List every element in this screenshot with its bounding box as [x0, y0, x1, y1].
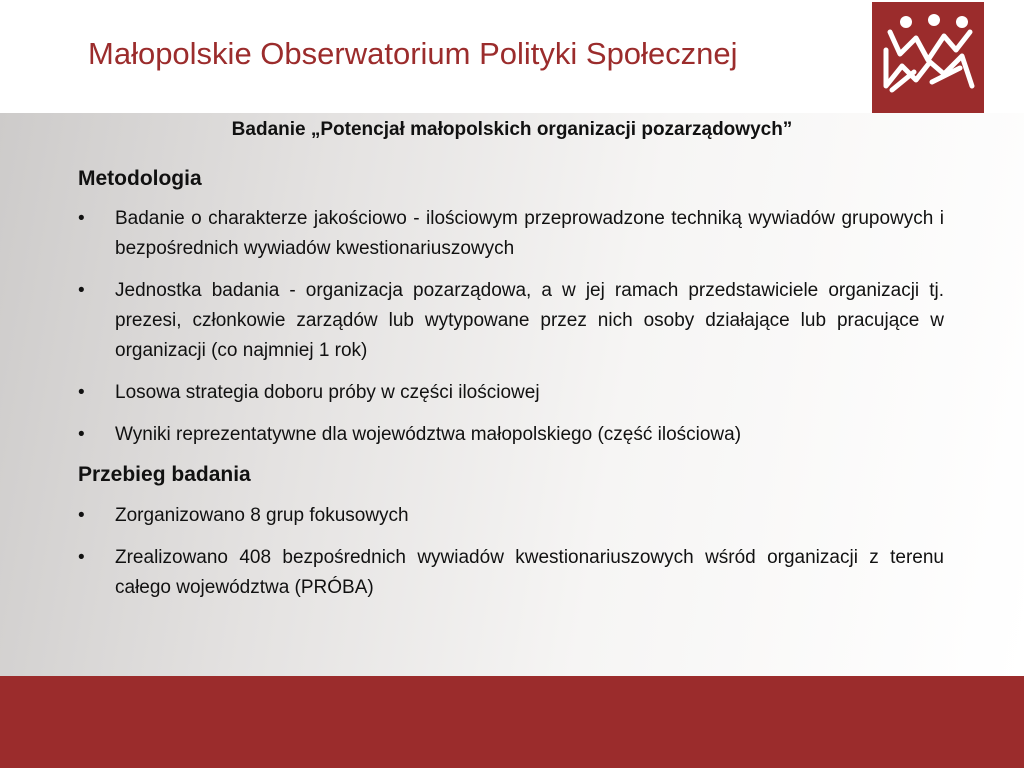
bullet-item: [78, 276, 944, 366]
bullet-item: [78, 204, 944, 264]
bullet-text: Jednostka badania - organizacja pozarządowa, a w jej ramach przedstawiciele organizacji tj. prezesi, członkowie zarządów lub wytypowane przez nich osoby działające lub pracujące w organizacji (co najmniej 1 rok): [115, 280, 944, 361]
bullet-item: [78, 378, 944, 408]
section-heading-przebieg: Przebieg badania: [78, 463, 251, 486]
header-title: Małopolskie Obserwatorium Polityki Społecznej: [88, 36, 738, 71]
bullet-icon: •: [78, 280, 85, 301]
slide-content: [0, 113, 1024, 676]
bullet-list-przebieg: [78, 501, 944, 615]
bullet-icon: •: [78, 208, 85, 229]
bullet-item: [78, 543, 944, 603]
bullet-text: Zorganizowano 8 grup fokusowych: [115, 505, 409, 526]
bullet-list-metodologia: [78, 204, 944, 462]
bullet-icon: •: [78, 382, 85, 403]
bullet-item: [78, 420, 944, 450]
bullet-icon: •: [78, 547, 85, 568]
bullet-text: Badanie o charakterze jakościowo - ilościowym przeprowadzone techniką wywiadów grupowych i bezpośrednich wywiadów kwestionariuszowych: [115, 208, 944, 259]
bullet-item: [78, 501, 944, 531]
bullet-icon: •: [78, 505, 85, 526]
bullet-text: Losowa strategia doboru próby w części ilościowej: [115, 382, 540, 403]
footer-band: [0, 676, 1024, 768]
section-heading-metodologia: Metodologia: [78, 167, 202, 190]
mops-logo-icon: [872, 2, 984, 113]
bullet-icon: •: [78, 424, 85, 445]
slide-title: Badanie „Potencjał małopolskich organizacji pozarządowych”: [231, 119, 793, 140]
logo-graphic: [872, 2, 984, 113]
bullet-text: Wyniki reprezentatywne dla województwa małopolskiego (część ilościowa): [115, 424, 742, 445]
bullet-text: Zrealizowano 408 bezpośrednich wywiadów kwestionariuszowych wśród organizacji z terenu całego województwa (PRÓBA): [115, 547, 944, 598]
header: [0, 0, 1024, 113]
